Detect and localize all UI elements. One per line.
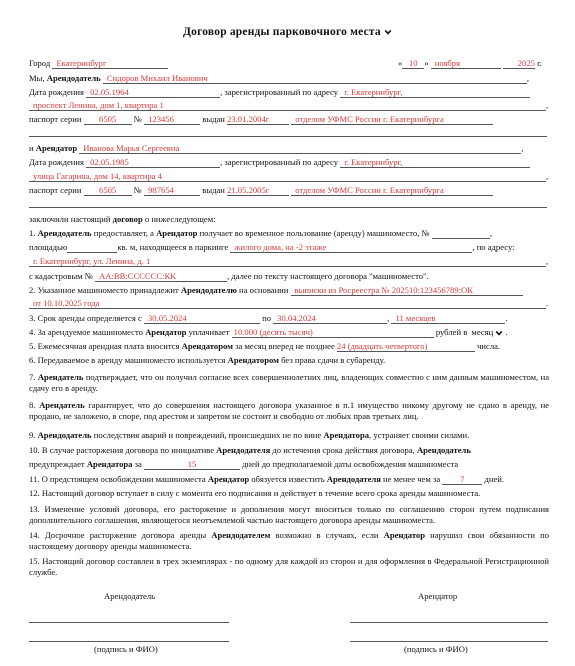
clause-13: 13. Изменение условий договора, его расторжение и дополнения могут вноситься только по соглашению сторон путем подписания дополнительного соглашения, являющегося неотъемлемой частью настоящего договора аренды машиноместа. bbox=[29, 504, 549, 525]
landlord-passport-row: паспорт серии 6505 № 123456 выдан 23.01.2004г отделом УФМС России г. Екатеринбурга bbox=[29, 114, 493, 125]
date-month-field[interactable]: ноября bbox=[431, 58, 501, 69]
blank-line bbox=[29, 207, 547, 208]
clause-1-line-1: 1. Арендодатель предоставляет, а Арендатор получает во временное пользование (аренду) машиноместо, № , bbox=[29, 228, 493, 238]
landlord-signature-caption: (подпись и ФИО) bbox=[94, 644, 158, 654]
clause-1-line-2: площадью кв. м, находящееся в паркинге жилого дома, на -2 этаже , по адресу: bbox=[29, 242, 515, 252]
area-field[interactable] bbox=[67, 242, 117, 253]
tenant-signature-label: Арендатор bbox=[418, 591, 458, 601]
clause-4: 4. За арендуемое машиноместо Арендатор уплачивает 10.000 (десять тысяч) рублей в месяц . bbox=[29, 327, 508, 337]
basis-field-2[interactable]: от 10.10.2025 года bbox=[29, 298, 546, 309]
tenant-address-row: улица Гагарина, дом 14, квартира 4 , bbox=[29, 171, 548, 182]
tenant-series-field[interactable]: 6505 bbox=[84, 185, 132, 196]
clause-3: 3. Срок аренды определяется с 30.05.2024 по 30.04.2024 , 11 месяцев . bbox=[29, 313, 508, 323]
clause-1-line-3: г. Екатеринбург, ул. Ленина, д. 1 , bbox=[29, 256, 548, 267]
vacate-days-field[interactable]: 7 bbox=[442, 474, 482, 485]
tenant-address-field-2[interactable]: улица Гагарина, дом 14, квартира 4 bbox=[29, 171, 546, 182]
spot-number-field[interactable] bbox=[432, 228, 490, 239]
tenant-signature-line[interactable] bbox=[350, 622, 548, 623]
city-row: Город Екатеринбург bbox=[29, 58, 168, 69]
tenant-passport-row: паспорт серии 6505 № 987654 выдан 21.05.2005г отделом УФМС России г. Екатеринбурга bbox=[29, 185, 493, 196]
landlord-name-row: Мы, Арендодатель Сидоров Михаил Иванович , bbox=[29, 73, 530, 83]
clause-15: 15. Настоящий договор составлен в трех экземплярах - по одному для каждой из сторон и для оформления в Федеральной Регистрационной службе. bbox=[29, 556, 549, 577]
date-day-field[interactable]: 10 bbox=[402, 58, 424, 69]
clause-5: 5. Ежемесячная арендная плата вносится Арендатором за месяц вперед не позднее 24 (двадцать четвертого) числа. bbox=[29, 341, 501, 351]
tenant-issuer-field[interactable]: отделом УФМС России г. Екатеринбурга bbox=[291, 185, 493, 196]
term-from-field[interactable]: 30.05.2024 bbox=[144, 313, 260, 324]
payment-day-field[interactable]: 24 (двадцать четвертого) bbox=[337, 341, 475, 352]
landlord-address-field-2[interactable]: проспект Ленина, дом 1, квартира 1 bbox=[29, 100, 546, 111]
landlord-name-line[interactable] bbox=[29, 641, 229, 642]
clause-14: 14. Досрочное расторжение договора аренды Арендодателем возможно в случаях, если Арендатор нарушил свои обязанности по настоящему договору аренды машиноместа. bbox=[29, 530, 550, 551]
landlord-birth-field[interactable]: 02.05.1964 bbox=[86, 87, 220, 98]
clause-6: 6. Передаваемое в аренду машиноместо используется Арендатором без права сдачи в субаренду. bbox=[29, 355, 386, 365]
tenant-birth-field[interactable]: 02.05.1985 bbox=[86, 157, 220, 168]
tenant-issued-date-field[interactable]: 21.05.2005г bbox=[227, 185, 289, 196]
term-to-field[interactable]: 30.04.2024 bbox=[273, 313, 387, 324]
landlord-issuer-field[interactable]: отделом УФМС России г. Екатеринбурга bbox=[291, 114, 493, 125]
agreement-intro: заключили настоящий договор о нижеследующем: bbox=[29, 214, 216, 224]
landlord-issued-date-field[interactable]: 23.01.2004г bbox=[227, 114, 289, 125]
landlord-birth-row: Дата рождения 02.05.1964 , зарегистрированный по адресу г. Екатеринбург, bbox=[29, 87, 530, 98]
tenant-name-field[interactable]: Иванова Марья Сергеевна bbox=[79, 143, 521, 154]
landlord-address-field-1[interactable]: г. Екатеринбург, bbox=[340, 87, 530, 98]
tenant-signature-caption: (подпись и ФИО) bbox=[404, 644, 468, 654]
basis-field-1[interactable]: выписки из Росреестра № 202510:123456789:ОК bbox=[291, 285, 523, 296]
landlord-series-field[interactable]: 6505 bbox=[84, 114, 132, 125]
city-field[interactable]: Екатеринбург bbox=[52, 58, 168, 69]
document-title bbox=[0, 26, 575, 38]
clause-7: 7. Арендатель подтверждает, что он получил согласие всех совершеннолетних лиц, владеющих совместно с ним данным машиноместом, на сдачу его в аренду. bbox=[29, 372, 550, 393]
notice-days-field[interactable]: 15 bbox=[144, 459, 240, 470]
clause-2-line-1: 2. Указанное машиноместо принадлежит Арендодателю на основании выписки из Росреестра № 202510:123456789:ОК bbox=[29, 285, 523, 296]
rent-amount-field[interactable]: 10.000 (десять тысяч) bbox=[232, 327, 434, 338]
clause-9: 9. Арендодатель последствия аварий и повреждений, происшедших не по вине Арендатора, устраняет своими силами. bbox=[29, 430, 470, 440]
blank-line bbox=[29, 136, 547, 137]
clause-12: 12. Настоящий договор вступает в силу с момента его подписания и действует в течение всего срока аренды машиноместа. bbox=[29, 488, 481, 498]
date-row: « 10 » ноября 2025 г. bbox=[398, 58, 542, 68]
landlord-address-row: проспект Ленина, дом 1, квартира 1 , bbox=[29, 100, 548, 111]
date-year-field[interactable]: 2025 bbox=[503, 58, 535, 69]
term-months-field[interactable]: 11 месяцев bbox=[391, 313, 505, 324]
landlord-number-field[interactable]: 123456 bbox=[144, 114, 200, 125]
chevron-down-icon[interactable] bbox=[384, 28, 392, 36]
tenant-birth-row: Дата рождения 02.05.1985 , зарегистрированный по адресу г. Екатеринбург, bbox=[29, 157, 530, 168]
clause-10-line-1: 10. В случае расторжения договора по инициативе Арендодателя до истечения срока действия договора, Арендодатель bbox=[29, 445, 471, 455]
clause-10-line-2: предупреждает Арендатора за 15 дней до предполагаемой даты освобождения машиноместа bbox=[29, 459, 459, 469]
clause-8: 8. Арендатель гарантирует, что до совершения настоящего договора указанное в п.1 имущество никому другому не сдано в аренду, не продано, не заложено, в споре, под арестом и запретом не состоит и свободно от любых прав третьих лиц. bbox=[29, 400, 550, 421]
rent-period-select[interactable]: месяц bbox=[471, 327, 505, 337]
object-address-field[interactable]: г. Екатеринбург, ул. Ленина, д. 1 bbox=[29, 256, 546, 267]
tenant-address-field-1[interactable]: г. Екатеринбург, bbox=[340, 157, 530, 168]
chevron-down-icon[interactable] bbox=[495, 329, 503, 337]
landlord-name-field[interactable]: Сидоров Михаил Иванович bbox=[103, 73, 527, 84]
tenant-number-field[interactable]: 987654 bbox=[144, 185, 200, 196]
parking-field[interactable]: жилого дома, на -2 этаже bbox=[230, 242, 472, 253]
landlord-signature-line[interactable] bbox=[29, 622, 229, 623]
clause-2-line-2: от 10.10.2025 года . bbox=[29, 298, 548, 309]
clause-1-line-4: с кадастровым № АА:ВВ:СССССС:КК , далее по тексту настоящего договора "машиноместо". bbox=[29, 271, 429, 281]
title-text: Договор аренды парковочного места bbox=[183, 26, 381, 38]
tenant-name-row: и Арендатор Иванова Марья Сергеевна , bbox=[29, 143, 524, 153]
tenant-name-line[interactable] bbox=[350, 641, 548, 642]
cadastral-field[interactable]: АА:ВВ:СССССС:КК bbox=[95, 271, 227, 282]
landlord-signature-label: Арендодатель bbox=[104, 591, 156, 601]
clause-11: 11. О предстоящем освобождении машиноместа Арендатор обязуется известить Арендодателя не менее чем за 7 дней. bbox=[29, 474, 505, 484]
